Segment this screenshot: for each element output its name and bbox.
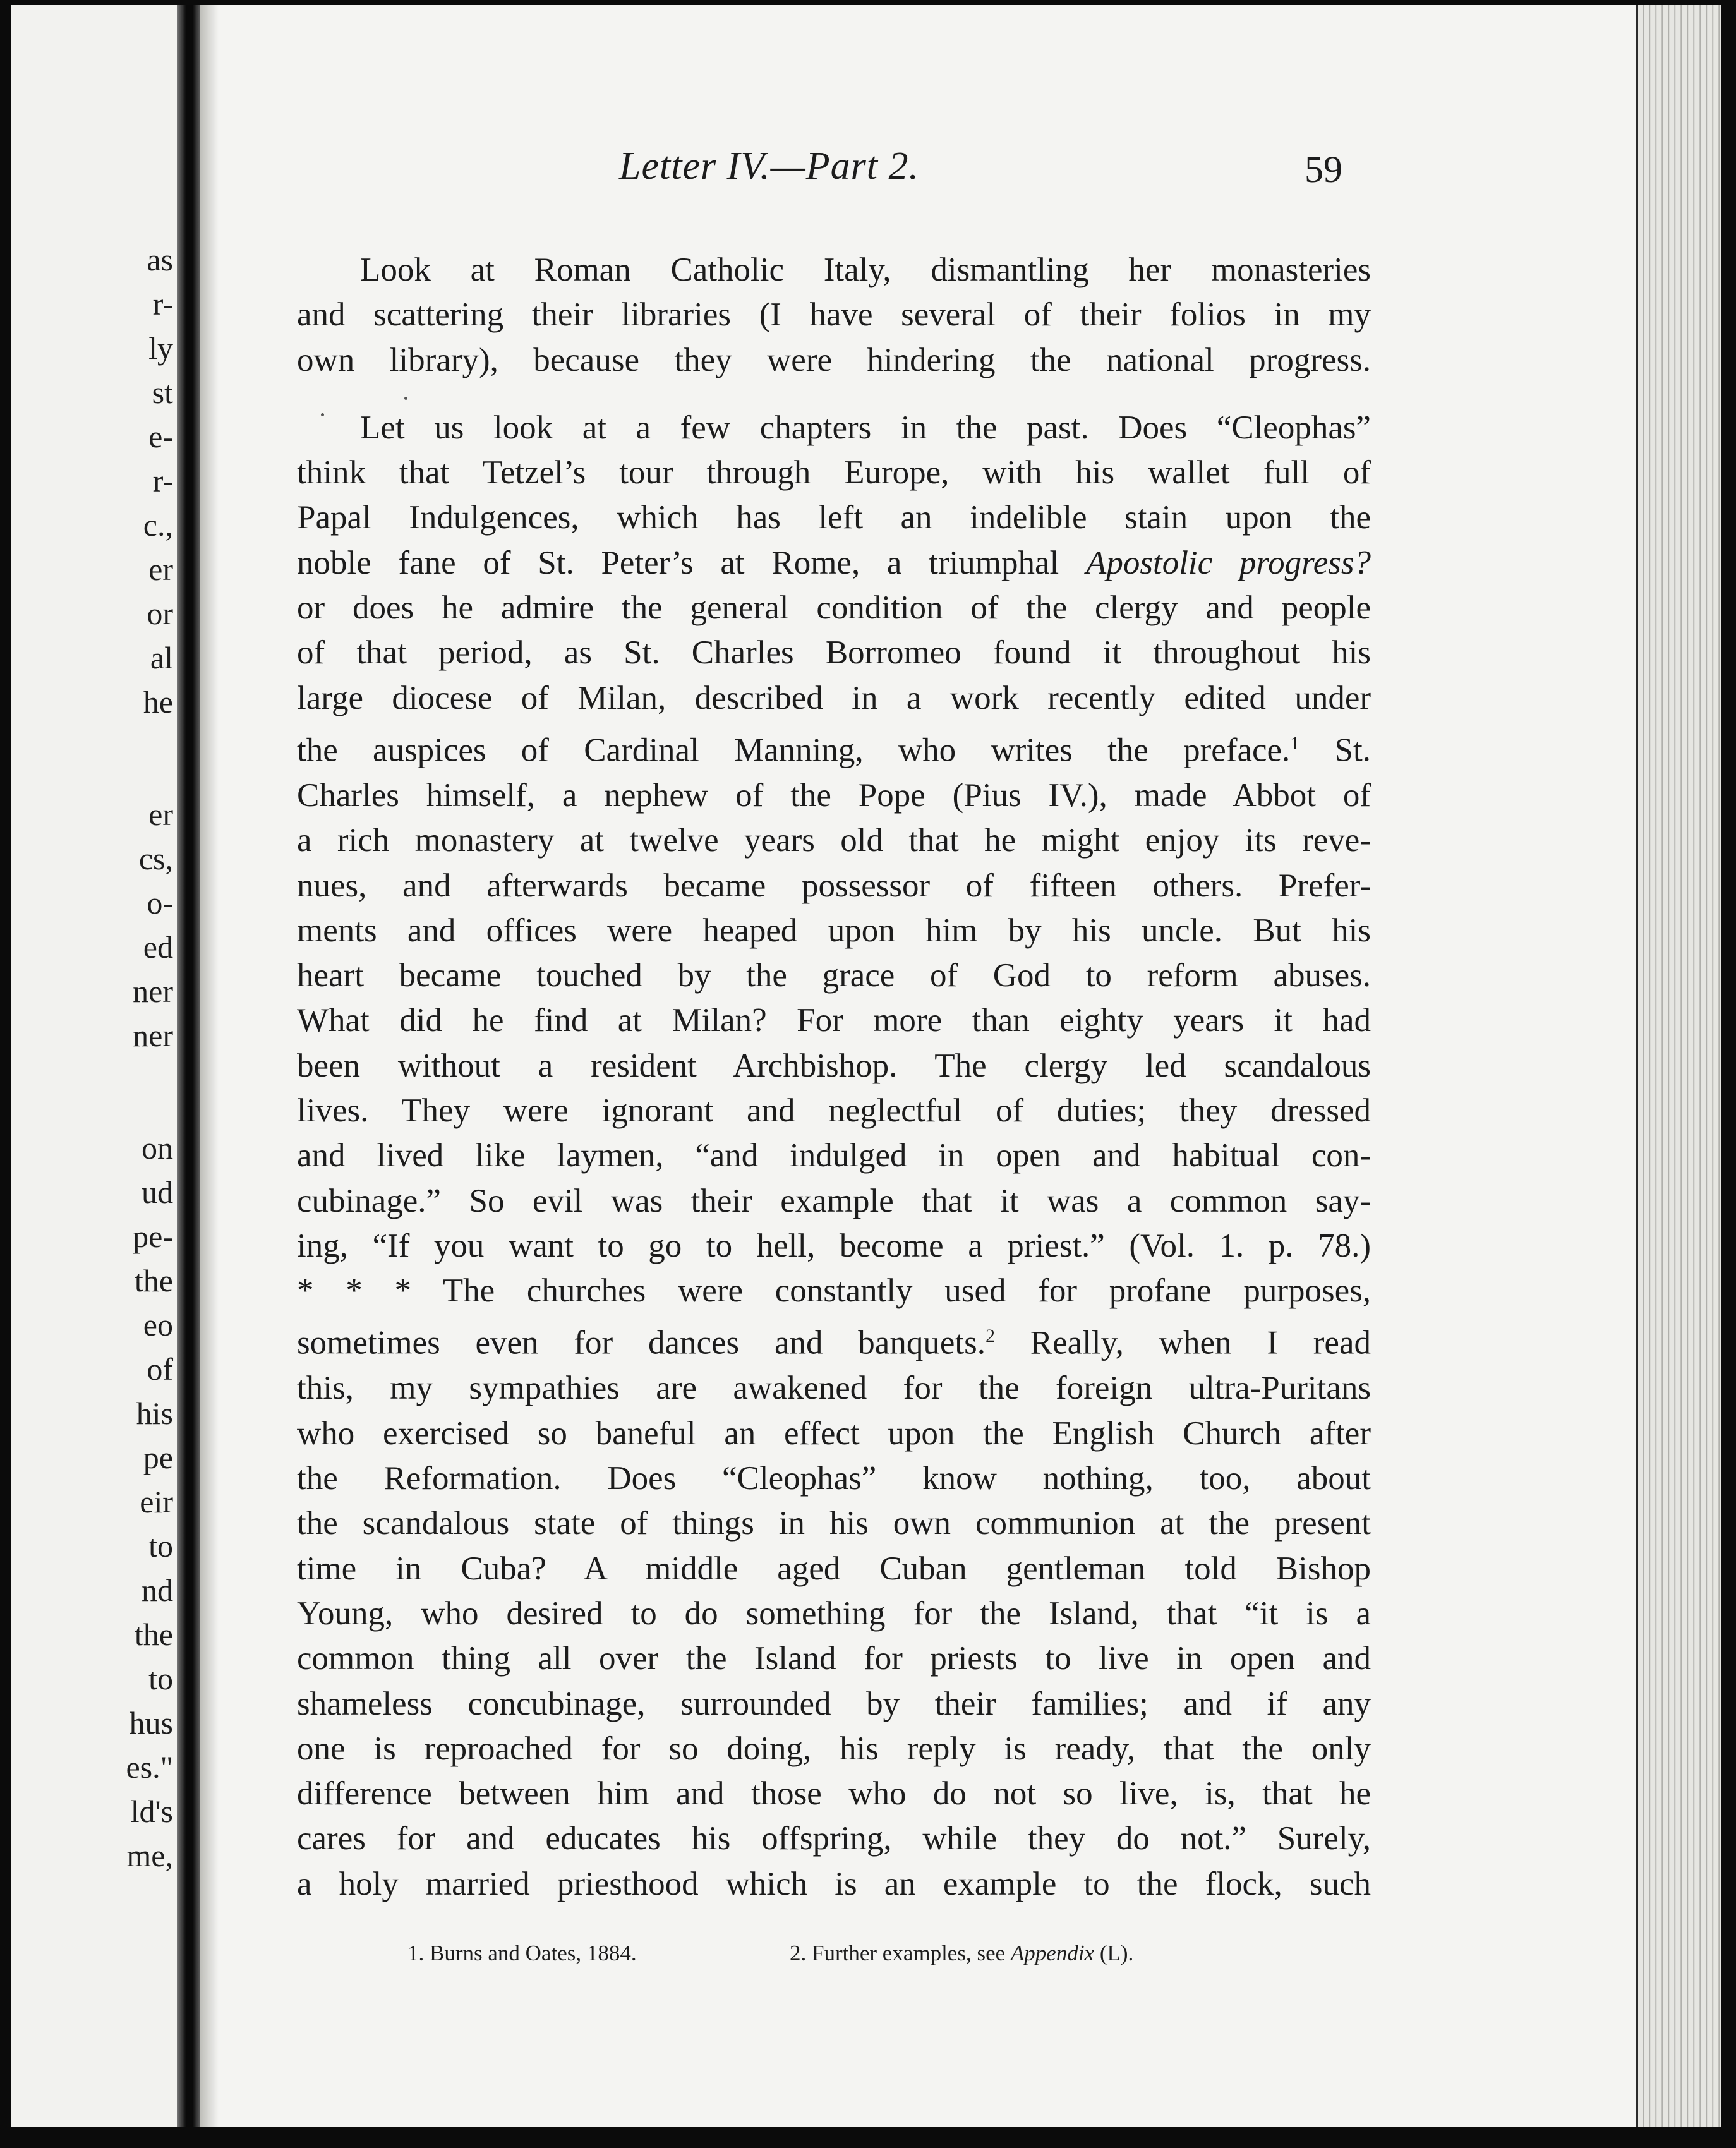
facing-page-fragment: es." bbox=[126, 1749, 173, 1785]
facing-page-fragment: pe- bbox=[133, 1219, 173, 1254]
body-text-run: the auspices of Cardinal Manning, who writes the preface. bbox=[297, 732, 1291, 769]
facing-page-fragment: as bbox=[147, 242, 173, 277]
facing-page-fragment: r- bbox=[152, 463, 173, 498]
facing-page-fragment: he bbox=[143, 684, 173, 720]
body-line: common thing all over the Island for priests to live in open and bbox=[297, 1640, 1371, 1677]
facing-page-fragment: eo bbox=[143, 1307, 173, 1342]
scan-speck bbox=[321, 413, 324, 416]
facing-page-fragment: eir bbox=[140, 1484, 173, 1519]
body-line: ments and offices were heaped upon him by his uncle. But his bbox=[297, 912, 1371, 949]
body-text-run: St. bbox=[1299, 732, 1371, 769]
body-line: of that period, as St. Charles Borromeo found it throughout his bbox=[297, 634, 1371, 672]
body-line: the Reformation. Does “Cleophas” know nothing, too, about bbox=[297, 1460, 1371, 1497]
body-line: large diocese of Milan, described in a work recently edited under bbox=[297, 679, 1371, 716]
facing-page-fragment: pe bbox=[143, 1440, 173, 1475]
body-line bbox=[297, 541, 1371, 586]
facing-page-fragment: er bbox=[148, 797, 173, 832]
body-text-run: sometimes even for dances and banquets. bbox=[297, 1325, 986, 1362]
body-line: own library), because they were hindering the national progress. bbox=[297, 341, 1371, 378]
gutter-shadow bbox=[200, 5, 219, 2127]
body-line: and scattering their libraries (I have several of their folios in my bbox=[297, 296, 1371, 334]
scan-border-right bbox=[1721, 0, 1736, 2148]
body-text-run: noble fane of St. Peter’s at Rome, a triumphal bbox=[297, 544, 1059, 581]
facing-page-fragment: ld's bbox=[130, 1794, 173, 1829]
body-line: * * * The churches were constantly used for profane purposes, bbox=[297, 1272, 1371, 1310]
body-line: the scandalous state of things in his own communion at the present bbox=[297, 1505, 1371, 1542]
facing-page-fragment: the bbox=[134, 1617, 173, 1652]
page-header bbox=[297, 144, 1371, 195]
body-line: one is reproached for so doing, his reply is ready, that the only bbox=[297, 1730, 1371, 1767]
facing-page-fragment: ud bbox=[142, 1174, 173, 1210]
italic-phrase: Apostolic progress? bbox=[1085, 544, 1371, 581]
body-line: or does he admire the general condition of the clergy and people bbox=[297, 589, 1371, 627]
facing-page-fragment: to bbox=[148, 1528, 173, 1564]
facing-page-fragment: ner bbox=[133, 1018, 173, 1053]
facing-page-edge bbox=[11, 5, 177, 2127]
footnote-2-italic: Appendix bbox=[1010, 1941, 1095, 1965]
facing-page-fragment: st bbox=[152, 375, 173, 410]
body-line: lives. They were ignorant and neglectful of duties; they dressed bbox=[297, 1092, 1371, 1129]
body-line: Young, who desired to do something for the Island, that “it is a bbox=[297, 1595, 1371, 1632]
footnote-marker-2: 2 bbox=[985, 1325, 995, 1347]
body-line: time in Cuba? A middle aged Cuban gentleman told Bishop bbox=[297, 1550, 1371, 1587]
body-line: a rich monastery at twelve years old that he might enjoy its reve- bbox=[297, 822, 1371, 859]
body-line: Papal Indulgences, which has left an indelible stain upon the bbox=[297, 499, 1371, 536]
facing-page-fragment: his bbox=[136, 1396, 173, 1431]
body-line: Look at Roman Catholic Italy, dismantling her monasteries bbox=[360, 251, 1371, 288]
page-number: 59 bbox=[1305, 148, 1342, 190]
body-line bbox=[297, 1313, 1371, 1366]
body-line: this, my sympathies are awakened for the foreign ultra-Puritans bbox=[297, 1370, 1371, 1407]
body-line: shameless concubinage, surrounded by their families; and if any bbox=[297, 1685, 1371, 1722]
body-line: a holy married priesthood which is an example to the flock, such bbox=[297, 1865, 1371, 1902]
facing-page-fragment: of bbox=[147, 1351, 173, 1387]
facing-page-fragment: to bbox=[148, 1661, 173, 1696]
scan-border-top bbox=[0, 0, 1736, 5]
body-text-run: Really, when I read bbox=[994, 1325, 1371, 1362]
facing-page-fragment: o- bbox=[147, 885, 173, 920]
body-line bbox=[297, 721, 1371, 773]
facing-page-fragment: hus bbox=[129, 1705, 173, 1741]
page-stack-edge bbox=[1636, 5, 1723, 2127]
scan-border-left bbox=[0, 0, 11, 2148]
body-line: What did he find at Milan? For more than eighty years it had bbox=[297, 1002, 1371, 1039]
facing-page-fragment: the bbox=[134, 1263, 173, 1298]
footnote-2 bbox=[790, 1941, 1133, 1966]
footnote-2-end: (L). bbox=[1099, 1941, 1134, 1965]
body-line: Charles himself, a nephew of the Pope (Pius IV.), made Abbot of bbox=[297, 776, 1371, 814]
body-line: and lived like laymen, “and indulged in open and habitual con- bbox=[297, 1137, 1371, 1174]
body-line: cares for and educates his offspring, while they do not.” Surely, bbox=[297, 1820, 1371, 1857]
body-line: Let us look at a few chapters in the past. Does “Cleophas” bbox=[360, 409, 1371, 446]
body-line: ing, “If you want to go to hell, become a priest.” (Vol. 1. p. 78.) bbox=[297, 1227, 1371, 1264]
body-line: been without a resident Archbishop. The clergy led scandalous bbox=[297, 1047, 1371, 1084]
facing-page-fragment: ner bbox=[133, 974, 173, 1009]
body-line: difference between him and those who do not so live, is, that he bbox=[297, 1775, 1371, 1813]
facing-page-fragment: ed bbox=[143, 929, 173, 965]
body-line: nues, and afterwards became possessor of fifteen others. Prefer- bbox=[297, 867, 1371, 904]
facing-page-fragment: e- bbox=[148, 419, 173, 454]
footnote-1: 1. Burns and Oates, 1884. bbox=[407, 1941, 637, 1965]
facing-page-fragment: nd bbox=[142, 1572, 173, 1608]
facing-page-fragment: cs, bbox=[138, 841, 173, 876]
facing-page-fragment: c., bbox=[143, 507, 173, 543]
book-gutter bbox=[177, 5, 200, 2127]
page-body bbox=[297, 248, 1371, 1907]
body-line: cubinage.” So evil was their example that it was a common say- bbox=[297, 1182, 1371, 1219]
facing-page-fragment: r- bbox=[152, 286, 173, 322]
facing-page-fragment: me, bbox=[126, 1838, 173, 1873]
body-line: think that Tetzel’s tour through Europe, with his wallet full of bbox=[297, 454, 1371, 492]
scan-speck bbox=[404, 397, 407, 400]
footnote-marker-1: 1 bbox=[1290, 732, 1300, 754]
facing-page-fragment: on bbox=[142, 1130, 173, 1166]
scan-border-bottom bbox=[0, 2127, 1736, 2148]
footnote-2-text: 2. Further examples, see bbox=[790, 1941, 1006, 1965]
body-line: who exercised so baneful an effect upon the English Church after bbox=[297, 1415, 1371, 1452]
footnotes bbox=[297, 1941, 1371, 1979]
running-head: Letter IV.—Part 2. bbox=[619, 145, 919, 188]
facing-page-fragment: al bbox=[150, 640, 173, 675]
facing-page-fragment: er bbox=[148, 552, 173, 587]
body-line: heart became touched by the grace of God to reform abuses. bbox=[297, 957, 1371, 994]
facing-page-fragment: or bbox=[147, 596, 173, 631]
facing-page-fragment: ly bbox=[148, 330, 173, 366]
